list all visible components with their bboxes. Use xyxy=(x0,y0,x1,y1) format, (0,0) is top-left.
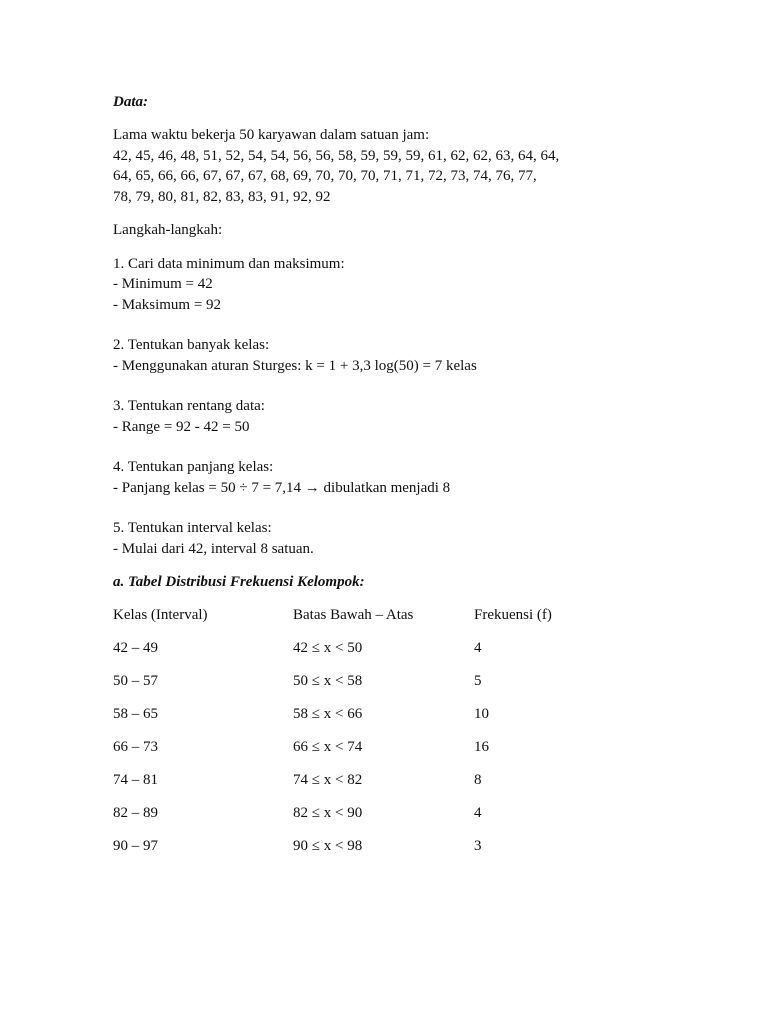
step-line: - Mulai dari 42, interval 8 satuan. xyxy=(113,540,314,557)
step-3 xyxy=(113,396,673,437)
table-row xyxy=(113,770,673,803)
table-cell: 82 ≤ x < 90 xyxy=(293,805,363,821)
table-cell: 66 ≤ x < 74 xyxy=(293,739,363,755)
data-line: 64, 65, 66, 66, 67, 67, 67, 68, 69, 70, 70, 70, 71, 71, 72, 73, 74, 76, 77, xyxy=(113,168,537,184)
data-line: 78, 79, 80, 81, 82, 83, 83, 91, 92, 92 xyxy=(113,188,331,205)
table-cell: 4 xyxy=(474,805,482,821)
document-page xyxy=(113,92,673,869)
step-line: - Menggunakan aturan Sturges: k = 1 + 3,3 log(50) = 7 kelas xyxy=(113,357,477,374)
table-cell: 3 xyxy=(474,838,482,854)
step-line: - Range = 92 - 42 = 50 xyxy=(113,418,250,435)
step-title: 5. Tentukan interval kelas: xyxy=(113,520,272,536)
table-cell: 90 ≤ x < 98 xyxy=(293,838,363,854)
table-row xyxy=(113,638,673,671)
step-line: - Maksimum = 92 xyxy=(113,296,222,313)
table-cell: 74 ≤ x < 82 xyxy=(293,772,363,788)
table-cell: 4 xyxy=(474,640,482,656)
step-1 xyxy=(113,254,673,316)
table-cell: 58 ≤ x < 66 xyxy=(293,706,363,722)
table-cell: 90 – 97 xyxy=(113,838,158,854)
step-2 xyxy=(113,335,673,376)
table-header-cell: Kelas (Interval) xyxy=(113,607,208,623)
table-cell: 10 xyxy=(474,706,489,722)
table-cell: 42 ≤ x < 50 xyxy=(293,640,363,656)
table-cell: 50 – 57 xyxy=(113,673,158,689)
table-header-row xyxy=(113,605,673,638)
table-title: a. Tabel Distribusi Frekuensi Kelompok: xyxy=(113,574,365,590)
step-5 xyxy=(113,518,673,559)
table-cell: 50 ≤ x < 58 xyxy=(293,673,363,689)
step-title: 2. Tentukan banyak kelas: xyxy=(113,337,270,353)
data-heading: Data: xyxy=(113,94,148,110)
table-header-cell: Frekuensi (f) xyxy=(474,607,552,623)
table-row xyxy=(113,737,673,770)
table-cell: 42 – 49 xyxy=(113,640,158,656)
frequency-table xyxy=(113,605,673,869)
data-line: 42, 45, 46, 48, 51, 52, 54, 54, 56, 56, 58, 59, 59, 59, 61, 62, 62, 63, 64, 64, xyxy=(113,147,560,164)
table-cell: 8 xyxy=(474,772,482,788)
table-row xyxy=(113,836,673,869)
table-row xyxy=(113,803,673,836)
table-cell: 74 – 81 xyxy=(113,772,158,788)
step-4 xyxy=(113,457,673,498)
steps-heading: Langkah-langkah: xyxy=(113,222,223,238)
step-line: - Minimum = 42 xyxy=(113,276,213,292)
step-title: 3. Tentukan rentang data: xyxy=(113,398,265,414)
table-row xyxy=(113,671,673,704)
step-line: - Panjang kelas = 50 ÷ 7 = 7,14 → dibulatkan menjadi 8 xyxy=(113,479,451,496)
table-cell: 16 xyxy=(474,739,489,755)
table-header-cell: Batas Bawah – Atas xyxy=(293,607,414,623)
table-row xyxy=(113,704,673,737)
step-title: 4. Tentukan panjang kelas: xyxy=(113,459,274,475)
table-cell: 5 xyxy=(474,673,482,689)
table-cell: 66 – 73 xyxy=(113,739,158,755)
table-cell: 58 – 65 xyxy=(113,706,158,722)
intro-line: Lama waktu bekerja 50 karyawan dalam satuan jam: xyxy=(113,127,430,143)
table-cell: 82 – 89 xyxy=(113,805,158,821)
step-title: 1. Cari data minimum dan maksimum: xyxy=(113,255,345,272)
